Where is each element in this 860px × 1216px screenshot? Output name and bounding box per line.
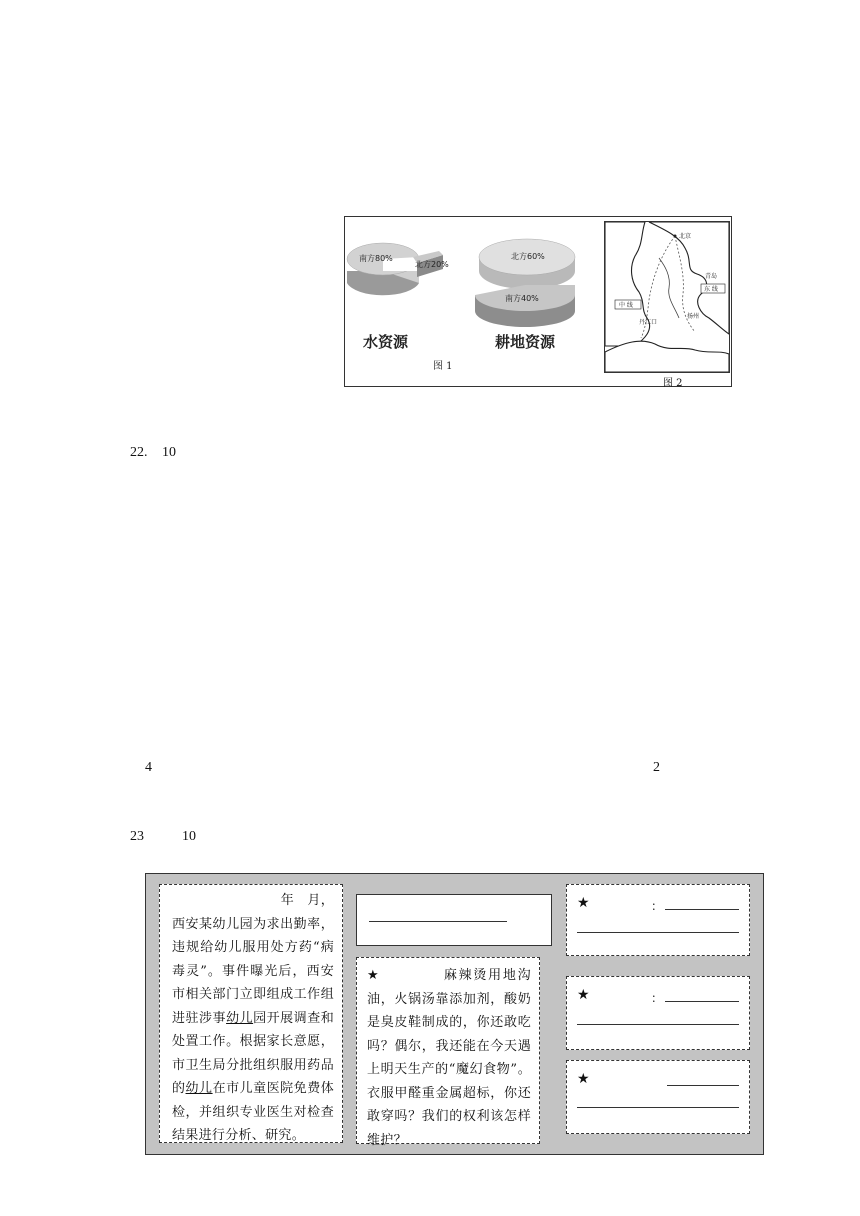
consumer-material-text: 麻辣烫用地沟油，火锅汤靠添加剂，酸奶是臭皮鞋制成的，你还敢吃吗？偶尔，我还能在今天遇上明天生产的“魔幻食物”。衣服甲醛重金属超标，你还敢穿吗？我们的权利该怎样维护？ — [367, 968, 531, 1148]
figure-2-label: 图 2 — [663, 378, 683, 389]
figure-1-2 — [344, 216, 732, 387]
star-icon: ★ — [577, 1071, 590, 1087]
star-icon: ★ — [577, 895, 590, 911]
answer-line-2a[interactable] — [665, 1001, 739, 1002]
date-line: 年 月， — [280, 893, 334, 908]
svg-text:扬州: 扬州 — [687, 313, 700, 320]
question-22-fragment-left: 4 — [145, 760, 152, 775]
question-23-material-panel — [145, 873, 764, 1155]
answer-box-3 — [566, 1060, 750, 1134]
answer-line-3b[interactable] — [577, 1107, 739, 1108]
svg-text:丹江口: 丹江口 — [639, 319, 658, 326]
answer-line-1b[interactable] — [577, 932, 739, 933]
question-23-points: 10 — [182, 829, 196, 844]
question-22-points: 10 — [162, 445, 176, 460]
figure-1-label: 图 1 — [433, 361, 453, 372]
middle-route-label: 中 线 — [619, 302, 633, 309]
water-caption: 水资源 — [363, 333, 409, 351]
star-icon: ★ — [577, 987, 590, 1003]
land-resource-pie — [475, 239, 575, 351]
water-south-label: 南方80% — [359, 254, 393, 263]
question-23-number: 23 — [130, 829, 144, 844]
title-answer-box — [356, 894, 552, 946]
water-north-label: 北方20% — [415, 260, 449, 269]
land-south-label: 南方40% — [505, 294, 539, 303]
answer-line-1a[interactable] — [665, 909, 739, 910]
water-resource-pie — [347, 243, 449, 351]
answer-line-3a[interactable] — [667, 1085, 739, 1086]
land-north-label: 北方60% — [511, 252, 545, 261]
svg-text:北京: 北京 — [679, 233, 692, 240]
question-22-fragment-right: 2 — [653, 760, 660, 775]
answer-line-2b[interactable] — [577, 1024, 739, 1025]
answer-box-2: ★ ： — [566, 976, 750, 1050]
consumer-material-box — [356, 957, 540, 1148]
question-22-number: 22. — [130, 445, 148, 460]
figure-2-map — [604, 221, 730, 373]
news-material-box — [159, 884, 343, 1143]
news-material-text: 西安某幼儿园为求出勤率，违规给幼儿服用处方药“病毒灵”。事件曝光后，西安市相关部门立即组成工作组进驻涉事幼儿园开展调查和处置工作。根据家长意愿，市卫生局分批组织服用药品的幼儿在市儿童医院免费体检，并组织专业医生对检查结果进行分析、研究。 — [172, 916, 335, 1143]
pie-charts-figure-1 — [345, 217, 603, 386]
svg-text:青岛: 青岛 — [705, 273, 718, 280]
east-route-label: 东 线 — [704, 286, 718, 293]
star-icon: ★ — [367, 968, 381, 983]
title-answer-line[interactable] — [369, 921, 507, 922]
land-caption: 耕地资源 — [495, 333, 556, 351]
answer-box-1: ★ ： — [566, 884, 750, 956]
